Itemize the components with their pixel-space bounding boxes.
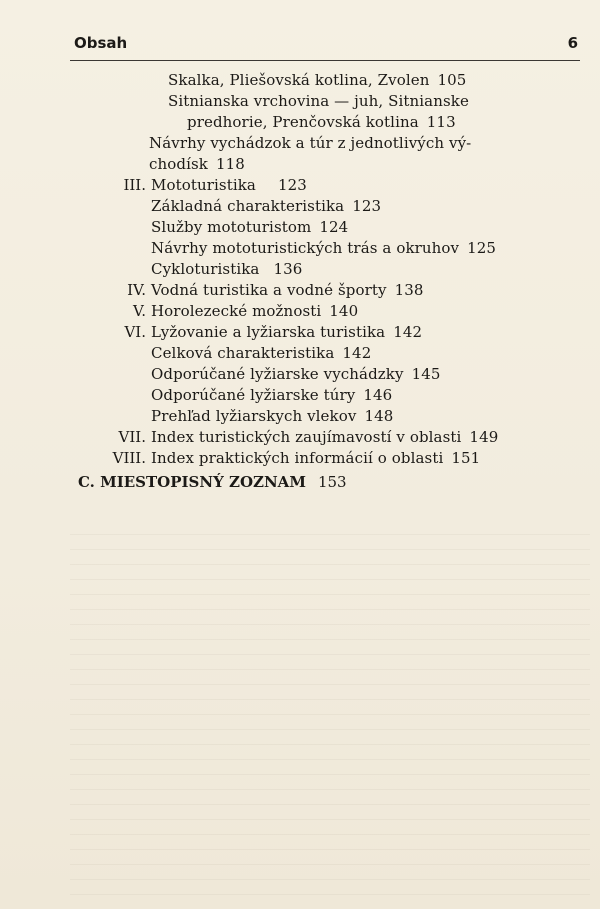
toc-entry-text: Sitnianska vrchovina — juh, Sitnianske (168, 92, 469, 110)
toc-entry (151, 238, 496, 258)
toc-entry-text: Horolezecké možnosti (151, 302, 322, 320)
toc-entry (151, 322, 422, 342)
toc-entry-page: 145 (411, 365, 441, 383)
toc-roman-numeral: IV. (127, 281, 146, 299)
toc-entry (151, 427, 498, 447)
toc-entry-page: 113 (426, 113, 456, 131)
section-c-heading (78, 472, 347, 492)
toc-entry (151, 364, 441, 384)
toc-entry-text: Skalka, Pliešovská kotlina, Zvolen (168, 71, 430, 89)
toc-entry-text: Vodná turistika a vodné športy (151, 281, 387, 299)
toc-entry (151, 175, 307, 195)
show-through-texture (70, 520, 590, 900)
toc-entry-text: Základná charakteristika (151, 197, 345, 215)
toc-entry-page: 142 (393, 323, 423, 341)
toc-entry (151, 196, 381, 216)
toc-entry-text: Index praktických informácií o oblasti (151, 449, 444, 467)
section-c-title: C. MIESTOPISNÝ ZOZNAM (78, 473, 306, 491)
toc-entry (151, 280, 424, 300)
toc-roman-numeral: VI. (124, 323, 146, 341)
toc-entry-page: 146 (363, 386, 393, 404)
toc-entry-text: Index turistických zaujímavostí v oblasti (151, 428, 462, 446)
toc-entry (168, 70, 466, 90)
toc-entry-text: Mototuristika (151, 176, 256, 194)
toc-entry-text: Celková charakteristika (151, 344, 335, 362)
toc-entry (151, 385, 392, 405)
toc-entry (168, 91, 469, 111)
toc-roman-numeral: VIII. (112, 449, 146, 467)
toc-entry (187, 112, 456, 132)
toc-entry-page: 105 (437, 71, 467, 89)
toc-entry-page: 123 (352, 197, 382, 215)
toc-entry-text: Návrhy vychádzok a túr z jednotlivých vý- (149, 134, 472, 152)
toc-entry-text: Odporúčané lyžiarske vychádzky (151, 365, 404, 383)
toc-roman-numeral: III. (123, 176, 146, 194)
toc-entry-text: Lyžovanie a lyžiarska turistika (151, 323, 386, 341)
header-page-number: 6 (567, 34, 578, 52)
section-c-page: 153 (317, 473, 347, 491)
toc-entry (151, 448, 480, 468)
toc-entry-text: Prehľad lyžiarskych vlekov (151, 407, 357, 425)
toc-entry-page: 123 (277, 176, 307, 194)
toc-roman-numeral: VII. (118, 428, 146, 446)
header-rule (70, 60, 580, 61)
toc-entry-text: chodísk (149, 155, 208, 173)
toc-entry-page: 136 (273, 260, 303, 278)
header-title: Obsah (74, 34, 128, 52)
toc-entry (151, 343, 371, 363)
toc-entry (151, 217, 348, 237)
toc-entry-page: 140 (329, 302, 359, 320)
toc-roman-numeral: V. (133, 302, 146, 320)
toc-entry-page: 125 (467, 239, 497, 257)
toc-entry (149, 154, 245, 174)
toc-entry-page: 118 (215, 155, 245, 173)
page-header (74, 34, 580, 62)
toc-entry-page: 148 (364, 407, 394, 425)
toc-entry-text: Návrhy mototuristických trás a okruhov (151, 239, 460, 257)
toc-entry (151, 406, 393, 426)
toc-entry-text: Služby mototuristom (151, 218, 312, 236)
toc-entry-page: 138 (394, 281, 424, 299)
toc-entry-page: 151 (451, 449, 481, 467)
toc-entry-text: Odporúčané lyžiarske túry (151, 386, 356, 404)
toc-entry (151, 259, 302, 279)
toc-entry (151, 301, 358, 321)
toc-entry (149, 133, 471, 153)
toc-entry-text: predhorie, Prenčovská kotlina (187, 113, 419, 131)
toc-entry-text: Cykloturistika (151, 260, 260, 278)
toc-entry-page: 124 (319, 218, 349, 236)
toc-entry-page: 142 (342, 344, 372, 362)
toc-entry-page: 149 (469, 428, 499, 446)
